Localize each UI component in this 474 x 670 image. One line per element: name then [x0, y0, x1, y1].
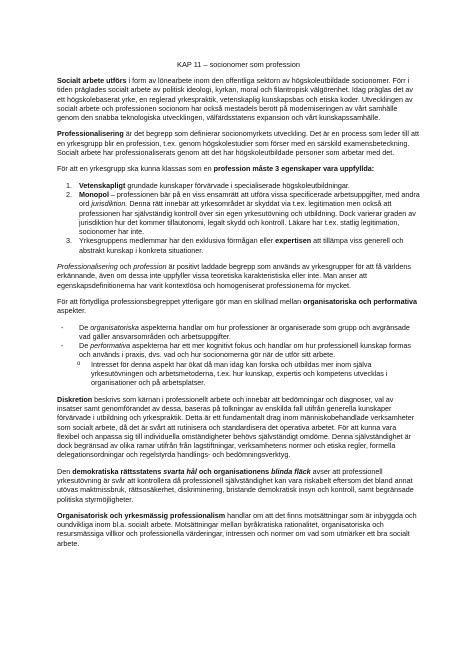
- bold-term: Diskretion: [57, 394, 93, 404]
- list-item: 2. Monopol – professionen bär på en viss ensamrätt att utföra vissa specificerade arbetsuppgifter, med andra ord jurisdiktion. Denna rätt innebär att yrkesområdet är skyddat via t.ex. legitimation men också att professionen har självständig kontroll över sin egen yrkesutövning och utbildning. Dock varierar graden av jurisdiktion hur det kommer tillautonomi, legalt skydd och kontroll. Läkare har t.ex. statlig legitimation, socionomer har inte.: [66, 189, 420, 237]
- list-item: - De organisatoriska aspekterna handlar om hur professioner är organiserade som grupp och avgränsade vad gäller ansvarsområden och arbetsuppgifter.: [61, 322, 410, 341]
- bold-term: profession måste 3 egenskaper vara uppfyllda:: [213, 164, 375, 174]
- aspects-list: [57, 323, 420, 388]
- paragraph-rattsstat: Den demokratiska rättsstatens svarta hål och organisationens blinda fläck avser att professionell yrkesutövning är svår att kontrollera då professionell självständighet kan vara riskabelt eftersom det bland annat utövas maktmissbruk, rättsosäkerhet, diskriminering, bristande demokratisk insyn och kontroll, samt begränsade politiska styrmöjligheter.: [57, 466, 414, 504]
- bold-term: Professionalisering: [57, 129, 124, 139]
- paragraph-aspects-intro: För att förtydliga professionsbegreppet ytterligare gör man en skillnad mellan organisatoriska och performativa aspekter.: [57, 296, 417, 316]
- paragraph-professionalism: Organisatorisk och yrkesmässig professionalism handlar om att det finns motsättningar som är inbyggda och oundvikliga inom bl.a. socialt arbete. Motsättningar mellan byråkratiska rationalitet, organisatoriska och resursmässiga villkor och professionella värderingar, intressen och normer om vad som utmärker ett bra socialt arbete.: [57, 510, 417, 548]
- paragraph-professionalisering: Professionalisering är det begrepp som definierar socionomyrkets utveckling. Det är en process som leder till att en yrkesgrupp blir en profession, t.ex. genom högskolestudier som förser med en särskild examensbeteckning. Socialt arbete har professionaliserats genom att det har högskoleutbildade personer som arbetar med det.: [57, 129, 419, 158]
- list-item: - De performativa aspekterna har ett mer kognitivt fokus och handlar om hur professionell kunskap formas och används i praxis, dvs. vad och hur socionomerna gör när de utför sitt arbete.: [61, 341, 411, 360]
- list-item: 3. Yrkesgruppens medlemmar har den exklusiva förmågan eller expertisen att tillämpa viss generell och abstrakt kunskap i konkreta situationer.: [66, 236, 404, 255]
- bold-term: Socialt arbete utförs: [57, 76, 127, 85]
- paragraph-criteria-intro: För att en yrkesgrupp ska kunna klassas som en profession måste 3 egenskaper vara uppfyllda:: [57, 164, 375, 174]
- paragraph-profession-concepts: Professionalisering och profession är positivt laddade begrepp som används av yrkesgrupper för att få världens erkännande, även om dessa inte uppfyller vissa teoretiska karakteristiska eller inte. Man anser att egenskapsdefinitionerna har varit kontextlösa och homogeniserat professionerna för mycket.: [57, 262, 412, 290]
- circle-bullet-icon: o: [77, 360, 81, 367]
- list-item: 1. Vetenskapligt grundade kunskaper förvärvade i specialiserade högskoleutbildningar.: [66, 180, 350, 190]
- bold-term: organisatoriska och performativa: [303, 296, 417, 306]
- page-title: KAP 11 – socionomer som profession: [177, 60, 300, 69]
- bold-term: Organisatorisk och yrkesmässig professionalism: [57, 510, 226, 520]
- paragraph-diskretion: Diskretion beskrivs som kärnan i professionellt arbete och innebär att bedömningar och diagnoser, val av insatser samt genomförandet av dessa, baseras på tolkningar av enskilda fall utifrån generella kunskaper förvärvade i utbildning och yrkespraktik. Detta är ett fundamentalt drag inom människobehandlade verksamheter som socialt arbete, då det är svårt att rutinisera och standardisera det operativa arbetet. För att kunna vara flexibel och anpassa sig till individuella omständigheter behövs självständigt omdöme. Denna självständighet är dock begränsad av olika ramar utifrån från lagstiftningar, verksamhetens normer och etiska regler, formella delegationsordningar och regelstyrda handlings- och bedömningsverktyg.: [57, 394, 415, 460]
- criteria-list: [57, 181, 420, 255]
- paragraph-intro: Socialt arbete utförs i form av lönearbete inom den offentliga sektorn av högskoleutbildade socionomer. Förr i tiden präglades socialt arbete av politisk ideologi, kyrkan, moral och filantropisk välgörenhet. Idag präglas det av ett högskolebaserat yrke, en reglerad yrkespraktik, vetenskaplig kunskapsbas och etiska koder. Utvecklingen av socialt arbete och professionen socionom har också mestadels berott på moderniseringen av vårt samhälle genom den snabba teknologiska utvecklingen, välfärdsstatens expansion och vårt kunskapssamhälle.: [57, 76, 413, 123]
- sub-list-item: o Intresset för denna aspekt har ökat då man idag kan forska och utbildas mer inom själva yrkesutövningen och arbetsmetoderna, t.ex. hur kunskap, expertis och kompetens utvecklas i organisationer och på arbetsplatser.: [77, 359, 388, 388]
